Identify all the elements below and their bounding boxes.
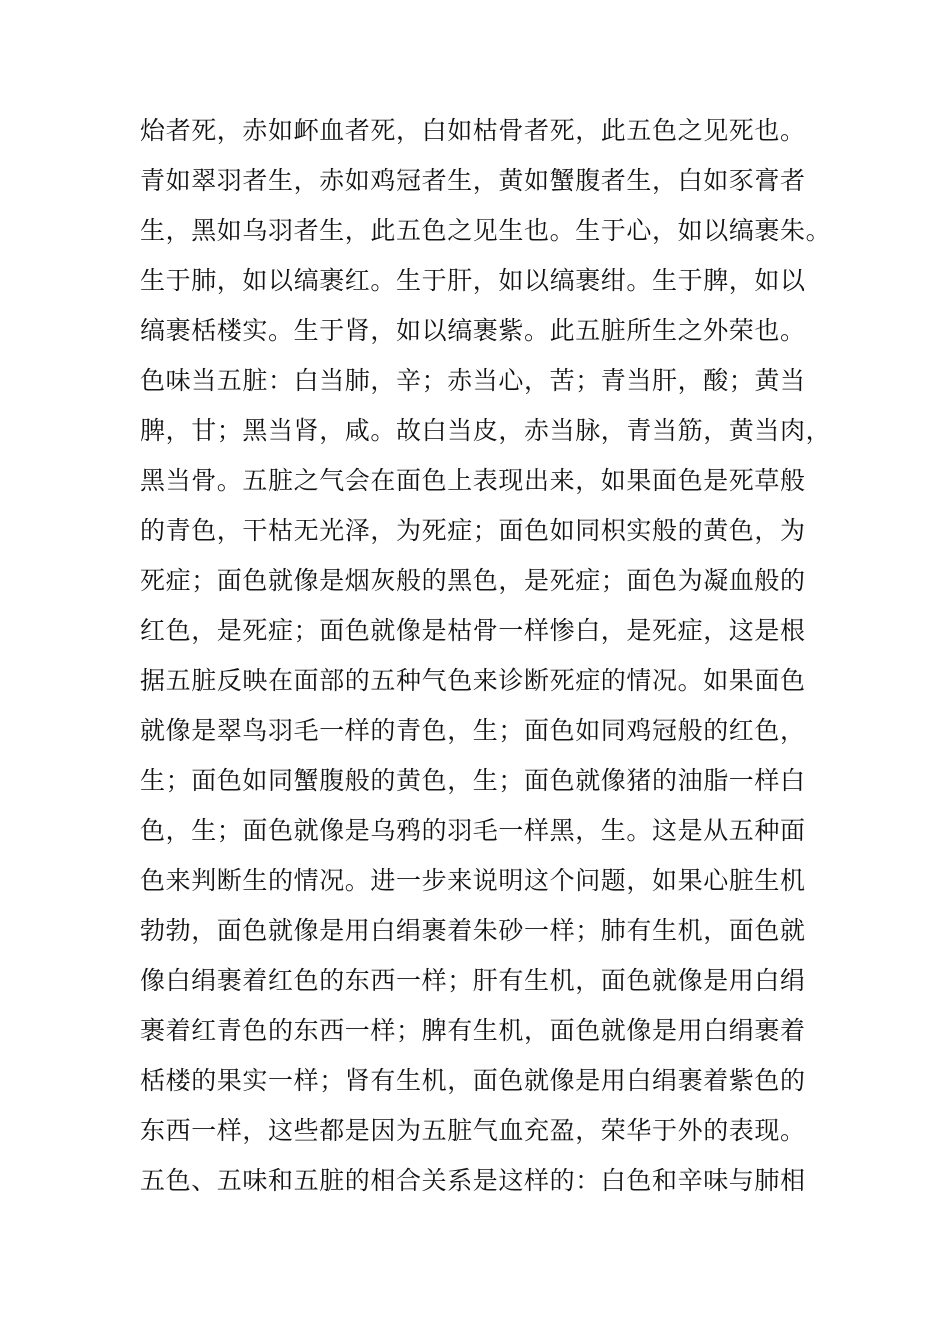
text-line: 红色，是死症；面色就像是枯骨一样惨白，是死症，这是根	[140, 616, 806, 645]
text-line: 栝楼的果实一样；肾有生机，面色就像是用白绢裹着紫色的	[140, 1066, 806, 1095]
text-line: 就像是翠鸟羽毛一样的青色，生；面色如同鸡冠般的红色，	[140, 716, 806, 745]
text-line: 勃勃，面色就像是用白绢裹着朱砂一样；肺有生机，面色就	[140, 916, 806, 945]
text-line: 裹着红青色的东西一样；脾有生机，面色就像是用白绢裹着	[140, 1016, 806, 1045]
text-line: 像白绢裹着红色的东西一样；肝有生机，面色就像是用白绢	[140, 966, 806, 995]
text-line: 黑当骨。五脏之气会在面色上表现出来，如果面色是死草般	[140, 466, 806, 495]
text-line: 五色、五味和五脏的相合关系是这样的：白色和辛味与肺相	[140, 1166, 806, 1195]
text-line: 脾，甘；黑当肾，咸。故白当皮，赤当脉，青当筋，黄当肉，	[140, 416, 832, 445]
text-line: 东西一样，这些都是因为五脏气血充盈，荣华于外的表现。	[140, 1116, 806, 1145]
text-line: 生，黑如乌羽者生，此五色之见生也。生于心，如以缟裹朱。	[140, 216, 832, 245]
text-line: 色来判断生的情况。进一步来说明这个问题，如果心脏生机	[140, 866, 806, 895]
text-line: 生于肺，如以缟裹红。生于肝，如以缟裹绀。生于脾，如以	[140, 266, 806, 295]
text-line: 缟裹栝楼实。生于肾，如以缟裹紫。此五脏所生之外荣也。	[140, 316, 806, 345]
text-line: 生；面色如同蟹腹般的黄色，生；面色就像猪的油脂一样白	[140, 766, 806, 795]
text-line: 的青色，干枯无光泽，为死症；面色如同枳实般的黄色，为	[140, 516, 806, 545]
body-text	[140, 106, 832, 1206]
text-line: 色味当五脏：白当肺，辛；赤当心，苦；青当肝，酸；黄当	[140, 366, 806, 395]
text-line: 据五脏反映在面部的五种气色来诊断死症的情况。如果面色	[140, 666, 806, 695]
text-line: 死症；面色就像是烟灰般的黑色，是死症；面色为凝血般的	[140, 566, 806, 595]
text-line: 色，生；面色就像是乌鸦的羽毛一样黑，生。这是从五种面	[140, 816, 806, 845]
text-line: 炲者死，赤如衃血者死，白如枯骨者死，此五色之见死也。	[140, 116, 806, 145]
text-line: 青如翠羽者生，赤如鸡冠者生，黄如蟹腹者生，白如豕膏者	[140, 166, 806, 195]
